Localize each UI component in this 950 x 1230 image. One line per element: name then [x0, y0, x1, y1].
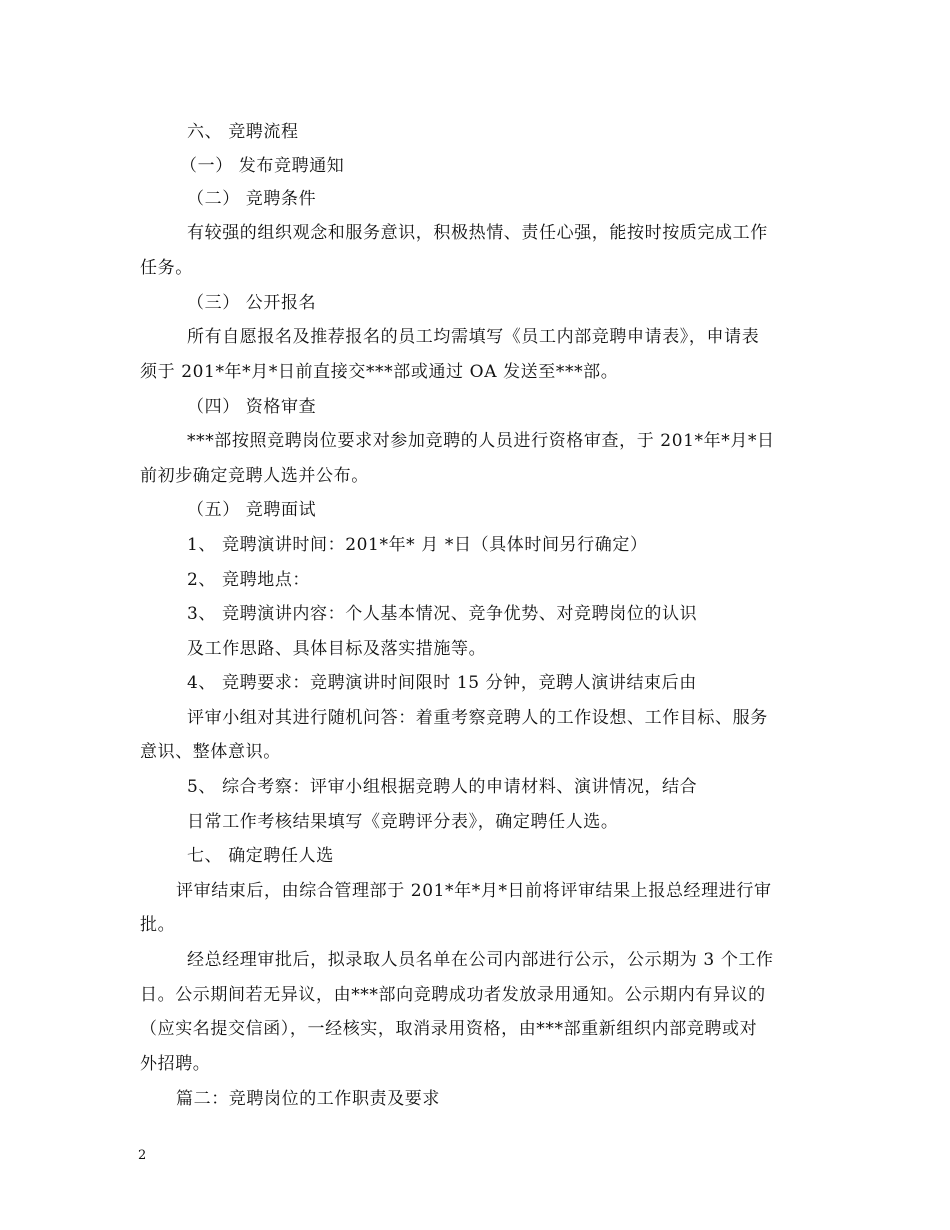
subsection-heading-2: （二） 竞聘条件	[187, 189, 317, 209]
list-item: 5、 综合考察：评审小组根据竞聘人的申请材料、演讲情况，结合	[187, 777, 698, 797]
list-item: 3、 竞聘演讲内容：个人基本情况、竞争优势、对竞聘岗位的认识	[187, 604, 698, 624]
subsection-heading-5: （五） 竞聘面试	[187, 500, 317, 520]
subsection-heading-1: （一） 发布竞聘通知	[180, 156, 345, 176]
paragraph-line: 外招聘。	[140, 1054, 211, 1074]
list-item: 4、 竞聘要求：竞聘演讲时间限时 15 分钟，竞聘人演讲结束后由	[187, 673, 697, 693]
section-heading-7: 七、 确定聘任人选	[187, 846, 334, 866]
chapter-heading: 篇二：竞聘岗位的工作职责及要求	[176, 1089, 440, 1109]
paragraph-line: 所有自愿报名及推荐报名的员工均需填写《员工内部竞聘申请表》，申请表	[187, 327, 760, 347]
paragraph-line: 日。公示期间若无异议，由***部向竞聘成功者发放录用通知。公示期内有异议的	[140, 985, 766, 1005]
list-item: 1、 竞聘演讲时间：201*年* 月 *日（具体时间另行确定）	[187, 535, 648, 555]
paragraph-line: ***部按照竞聘岗位要求对参加竞聘的人员进行资格审查，于 201*年*月*日	[187, 431, 775, 451]
paragraph-line: （应实名提交信函），一经核实，取消录用资格，由***部重新组织内部竞聘或对	[140, 1019, 758, 1039]
paragraph-line: 评审结束后，由综合管理部于 201*年*月*日前将评审结果上报总经理进行审	[176, 881, 772, 901]
paragraph-line: 批。	[140, 915, 176, 935]
subsection-heading-3: （三） 公开报名	[187, 293, 317, 313]
list-item-continuation: 意识、整体意识。	[140, 742, 281, 762]
list-item-continuation: 评审小组对其进行随机问答：着重考察竞聘人的工作设想、工作目标、服务	[187, 708, 768, 728]
paragraph-line: 经总经理审批后，拟录取人员名单在公司内部进行公示，公示期为 3 个工作	[187, 950, 774, 970]
paragraph-line: 任务。	[140, 258, 193, 278]
paragraph-line: 前初步确定竞聘人选并公布。	[140, 466, 369, 486]
paragraph-line: 有较强的组织观念和服务意识，积极热情、责任心强，能按时按质完成工作	[187, 223, 768, 243]
page-number: 2	[138, 1148, 147, 1163]
list-item: 2、 竞聘地点：	[187, 570, 311, 590]
subsection-heading-4: （四） 资格审查	[187, 397, 317, 417]
paragraph-line: 须于 201*年*月*日前直接交***部或通过 OA 发送至***部。	[140, 362, 619, 382]
list-item-continuation: 日常工作考核结果填写《竞聘评分表》，确定聘任人选。	[187, 812, 619, 832]
list-item-continuation: 及工作思路、具体目标及落实措施等。	[187, 639, 487, 659]
section-heading-6: 六、 竞聘流程	[187, 122, 299, 142]
